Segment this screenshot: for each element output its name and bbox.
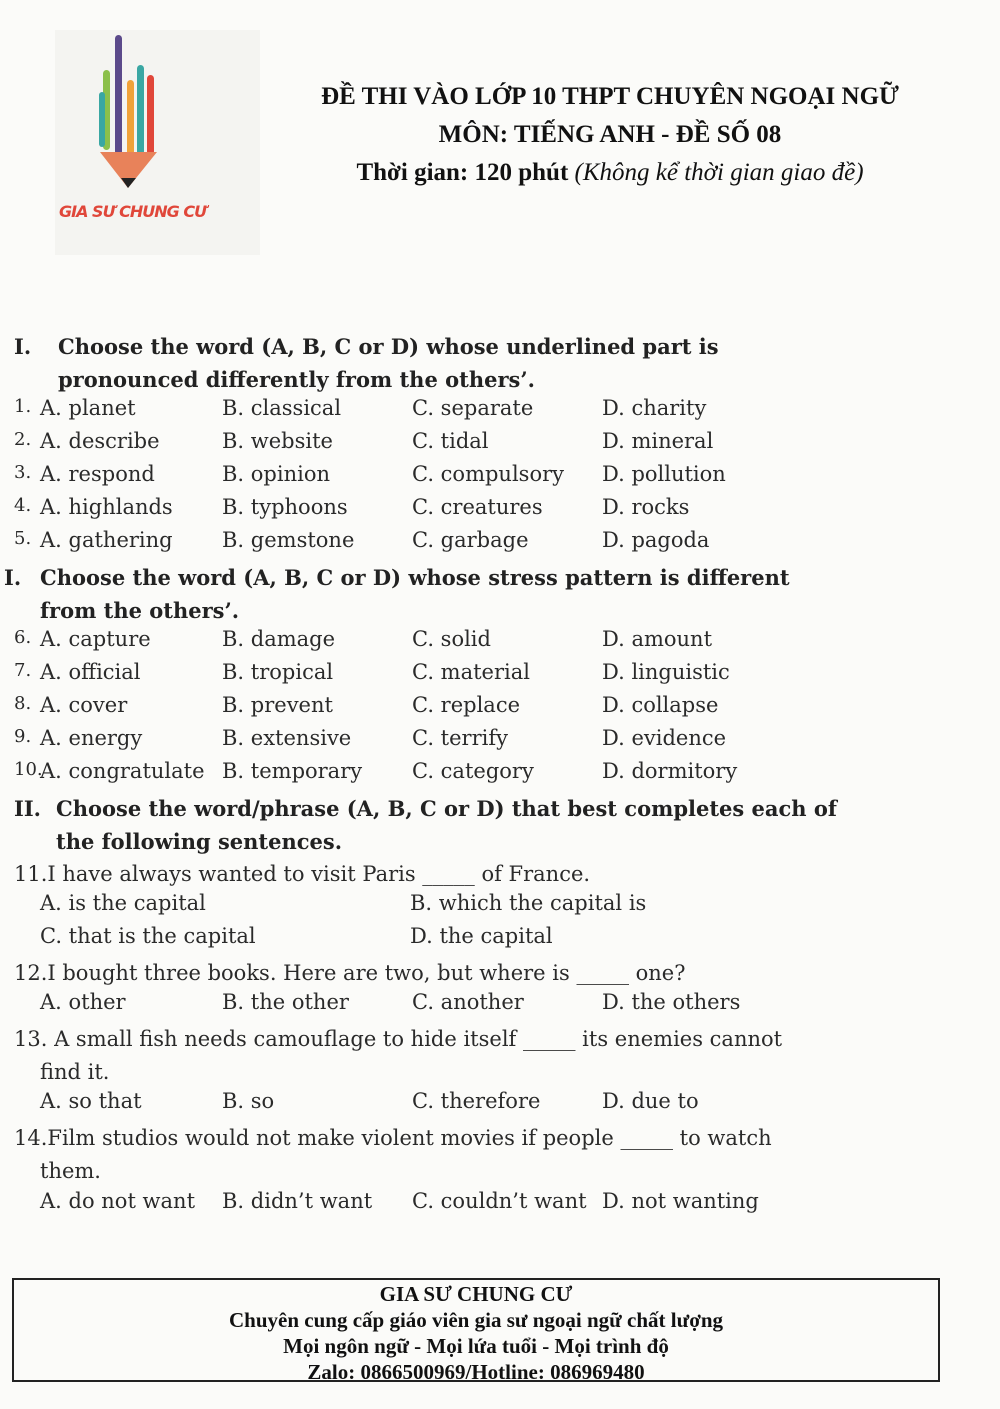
- section-completion-heading: II. Choose the word/phrase (A, B, C or D) that best completes each of the following sentences.: [14, 796, 837, 854]
- logo-text: GIA SƯ CHUNG CƯ: [59, 202, 207, 221]
- exam-title: ĐỀ THI VÀO LỚP 10 THPT CHUYÊN NGOẠI NGỮ: [321, 83, 899, 110]
- question-11-text: 11.I have always wanted to visit Paris _____ of France.: [14, 862, 591, 886]
- footer-contact: Zalo: 0866500969/Hotline: 086969480: [307, 1360, 645, 1384]
- question-14-text-cont: them.: [40, 1159, 101, 1183]
- footer-brand: GIA SƯ CHUNG CƯ: [379, 1282, 573, 1306]
- footer-box: [12, 1278, 940, 1382]
- section-pronunciation-heading: I. Choose the word (A, B, C or D) whose underlined part is pronounced differently from the others’.: [14, 334, 719, 392]
- section-stress-heading: I. Choose the word (A, B, C or D) whose stress pattern is different from the others’.: [4, 565, 790, 623]
- question-13-text-cont: find it.: [40, 1060, 110, 1084]
- footer-tagline: Chuyên cung cấp giáo viên gia sư ngoại ngữ chất lượng: [228, 1308, 723, 1332]
- exam-time: Thời gian: 120 phút (Không kể thời gian giao đề): [356, 159, 864, 186]
- exam-header: [280, 78, 940, 192]
- exam-subject: MÔN: TIẾNG ANH - ĐỀ SỐ 08: [438, 121, 782, 148]
- pencil-logo-icon: [55, 30, 260, 255]
- logo: [55, 30, 260, 255]
- question-12-text: 12.I bought three books. Here are two, but where is _____ one?: [14, 961, 686, 985]
- question-13-text: 13. A small fish needs camouflage to hide itself _____ its enemies cannot: [14, 1027, 783, 1051]
- footer-slogan: Mọi ngôn ngữ - Mọi lứa tuổi - Mọi trình độ: [283, 1334, 669, 1358]
- question-14-text: 14.Film studios would not make violent movies if people _____ to watch: [14, 1126, 772, 1150]
